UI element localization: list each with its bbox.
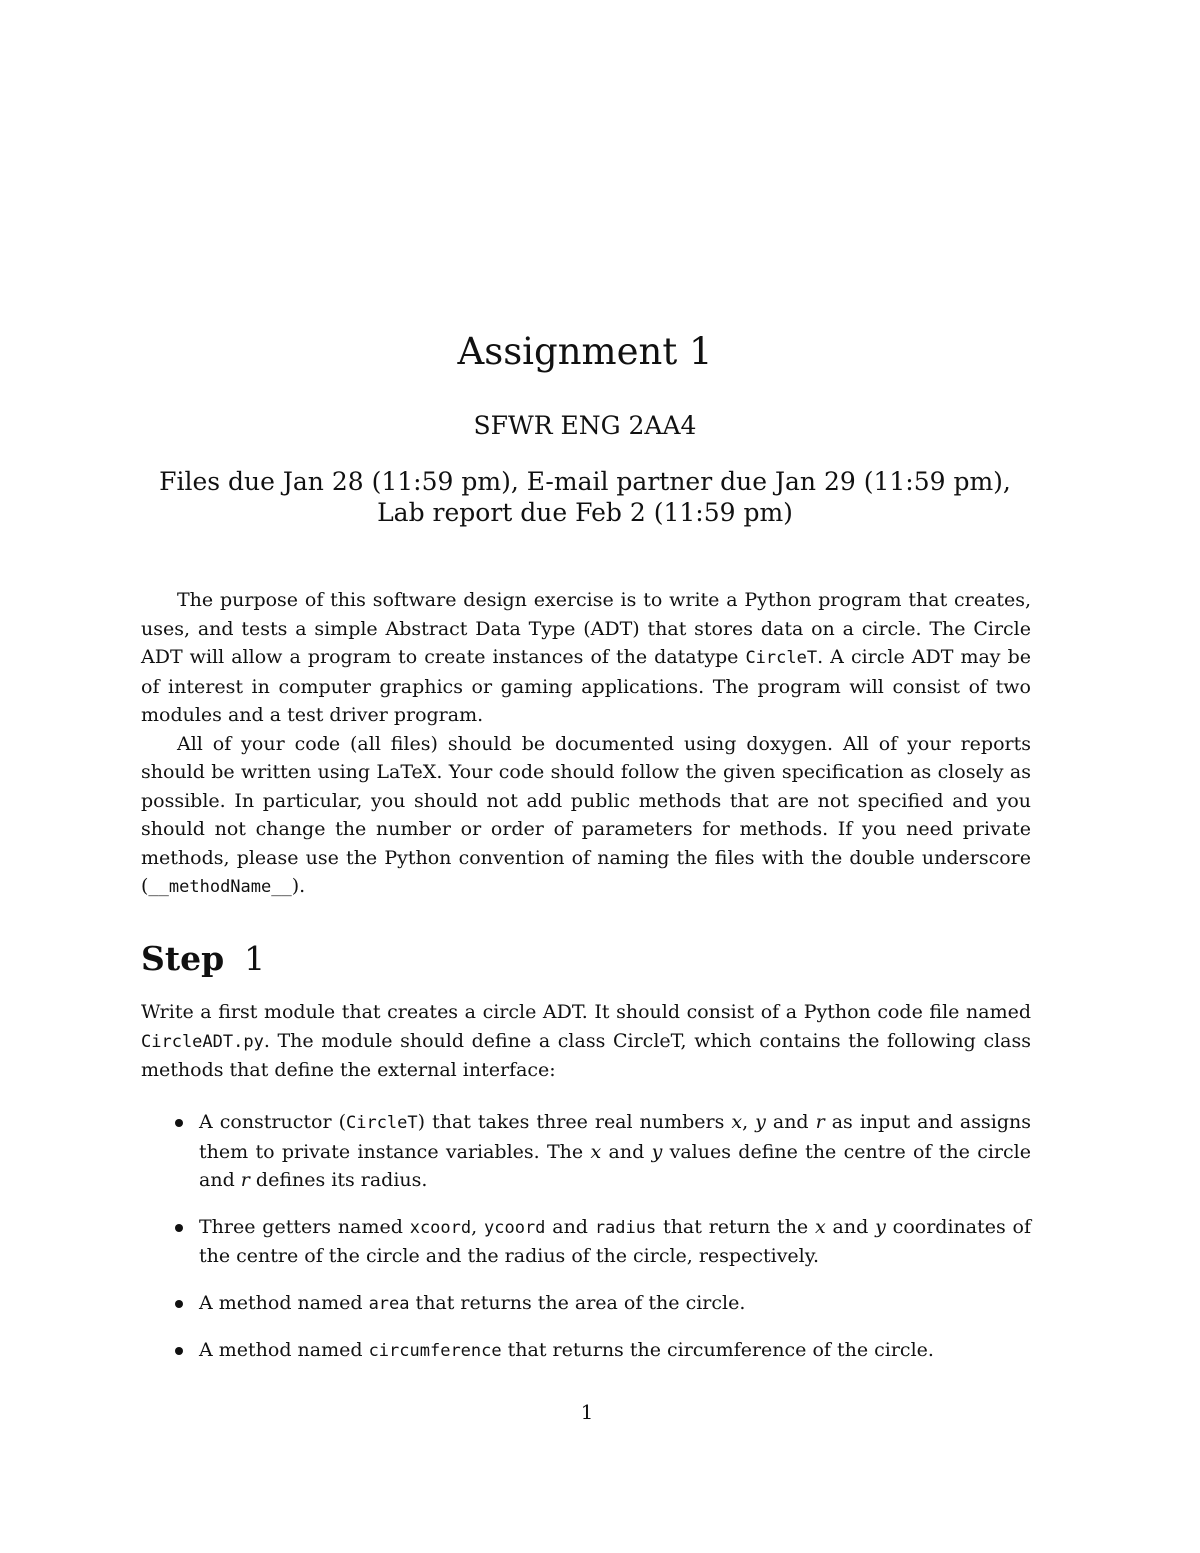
step-1-paragraph	[141, 998, 1031, 1085]
text: and	[545, 1215, 595, 1238]
intro-p1-text-a: The purpose of this software design exercise is to write a Python program that creates, uses, and tests a simple Abstract Data Type (ADT) that stores data on a circle. The Circle ADT will allow a program to create instances of the datatype	[141, 589, 1031, 668]
document-title: Assignment 1	[457, 330, 713, 373]
intro-paragraph-1	[141, 586, 1031, 730]
step-1-description	[141, 998, 1031, 1085]
intro-p2-text-b: ).	[291, 875, 306, 897]
code-xcoord: xcoord	[409, 1217, 472, 1238]
bullet-icon	[175, 1224, 183, 1232]
bullet-icon	[175, 1300, 183, 1308]
text: A method named	[199, 1291, 369, 1314]
math-var: y	[651, 1140, 663, 1163]
list-item-getters	[141, 1213, 1031, 1271]
step-heading-number: 1	[244, 939, 266, 978]
text: A constructor (	[199, 1111, 346, 1133]
code-area: area	[368, 1293, 410, 1314]
code-circleadt-py: CircleADT.py	[141, 1031, 264, 1052]
list-item-area	[141, 1289, 1031, 1319]
list-item-constructor	[141, 1108, 1031, 1195]
math-var: r	[240, 1169, 250, 1191]
code-ycoord: ycoord	[484, 1217, 546, 1238]
text: Three getters named	[199, 1215, 410, 1238]
text: ,	[471, 1215, 484, 1238]
code-radius: radius	[594, 1217, 657, 1238]
text: and	[765, 1111, 816, 1133]
text: that returns the circumference of the circle.	[501, 1339, 934, 1361]
text: defines its radius.	[249, 1169, 428, 1191]
math-var: y	[755, 1111, 766, 1133]
code-circumference: circumference	[368, 1341, 502, 1361]
course-code: SFWR ENG 2AA4	[473, 411, 697, 440]
intro-p2-text-a: All of your code (all files) should be documented using doxygen. All of your reports should be written using LaTeX. Your code should follow the given specification as closely as possible. In particular, you should not add public methods that are not specified and you should not change the number or order of parameters for methods. If you need private methods, please use the Python convention of naming the files with the double underscore (	[141, 732, 1031, 897]
text: A method named	[199, 1339, 369, 1361]
math-var: y	[875, 1215, 886, 1238]
text: ) that takes three real numbers	[417, 1111, 732, 1133]
text: as input and assigns them to private instance variables. The	[199, 1111, 1031, 1163]
step1-text-a: Write a first module that creates a circle ADT. It should consist of a Python code file named	[141, 1001, 1031, 1023]
intro-p1-text-b: . A circle ADT may be of interest in computer graphics or gaming applications. The program will consist of two modules and a test driver program.	[141, 646, 1031, 726]
math-var: x	[815, 1215, 826, 1238]
text: values define the centre of the circle and	[199, 1140, 1031, 1191]
text: that returns the area of the circle.	[409, 1291, 746, 1314]
method-list	[141, 1108, 1031, 1366]
code-circlet: CircleT	[345, 1113, 418, 1133]
due-dates: Files due Jan 28 (11:59 pm), E-mail partner due Jan 29 (11:59 pm), Lab report due Feb 2 (11:59 pm)	[159, 467, 1011, 527]
text: and	[601, 1140, 652, 1163]
math-var: x	[731, 1111, 743, 1133]
text: coordinates of the centre of the circle and the radius of the circle, respectively.	[199, 1215, 1032, 1267]
step-1-heading	[141, 935, 265, 983]
math-var: r	[815, 1111, 825, 1133]
step-heading-word: Step	[141, 939, 225, 978]
intro-paragraph-2	[141, 730, 1031, 902]
text: ,	[742, 1111, 756, 1133]
step1-text-b: . The module should define a class CircleT, which contains the following class methods that define the external interface:	[141, 1029, 1031, 1081]
list-item-circumference	[141, 1336, 1031, 1366]
intro-section	[141, 586, 1031, 902]
text: and	[825, 1215, 876, 1238]
page-number: 1	[580, 1400, 594, 1424]
code-circlet: CircleT	[745, 648, 818, 668]
code-method-name: __methodName__	[148, 877, 292, 897]
bullet-icon	[175, 1119, 183, 1127]
math-var: x	[590, 1140, 602, 1163]
text: that return the	[656, 1215, 816, 1238]
bullet-icon	[175, 1347, 183, 1355]
